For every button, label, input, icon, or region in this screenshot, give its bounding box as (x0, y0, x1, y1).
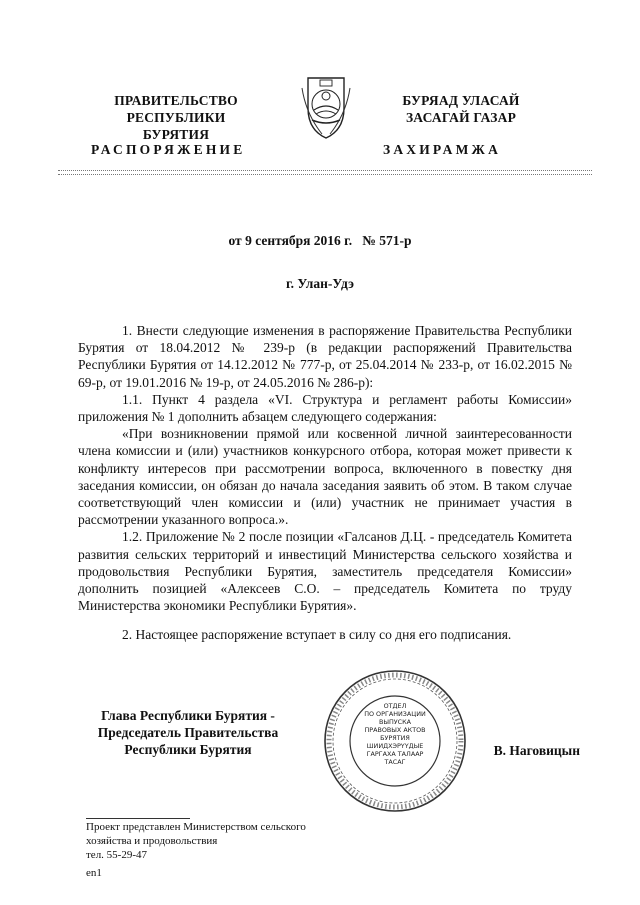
footer-note (86, 820, 386, 862)
seal-line2: ПО ОРГАНИЗАЦИИ (364, 710, 426, 718)
official-seal (322, 668, 468, 814)
seal-line7: ГАРГАХА ТАЛААР (366, 750, 424, 758)
seal-line8: ТАСАГ (384, 758, 406, 766)
seal-line6: ШИИДХЭРҮҮДЫЕ (366, 742, 424, 750)
clause-1-2: 1.2. Приложение № 2 после позиции «Галсанов Д.Ц. - председатель Комитета развития сельских территорий и инвестиций Министерства сельского хозяйства и продовольствия Республики Бурятия, заместитель председателя Комиссии» дополнить позицией «Алексеев С.О. – председатель Комитета по труду Министерства экономики Республики Бурятия». (78, 529, 572, 614)
doc-type-bua: ЗАХИРАМЖА (383, 142, 502, 157)
signatory-name: В. Наговицын (493, 743, 580, 758)
seal-line5: БУРЯТИЯ (380, 734, 410, 742)
signatory-title-line2: Председатель Правительства (97, 725, 279, 740)
issuer-bua (372, 92, 550, 126)
seal-line3: ВЫПУСКА (378, 718, 412, 726)
header-divider-2 (58, 174, 592, 175)
clause-2: 2. Настоящее распоряжение вступает в силу со дня его подписания. (122, 627, 512, 643)
clause-1-1: 1.1. Пункт 4 раздела «VI. Структура и регламент работы Комиссии» приложения № 1 дополнить абзацем следующего содержания: (78, 391, 572, 425)
clause-1: 1. Внести следующие изменения в распоряжение Правительства Республики Бурятия от 18.04.2012 № 239-р (в редакции распоряжений Правительства Республики Бурятия от 14.12.2012 № 777-р, от 25.04.2014 № 233-р, от 16.02.2015 № 69-р, от 19.01.2016 № 19-р, от 24.05.2016 № 286-р): (78, 323, 572, 390)
signatory-title-line1: Глава Республики Бурятия - (101, 708, 275, 723)
footer-line3: тел. 55-29-47 (86, 849, 148, 861)
issuer-ru (92, 92, 260, 143)
issuer-bua-line2: ЗАСАГАЙ ГАЗАР (405, 110, 517, 125)
issuer-ru-line1: ПРАВИТЕЛЬСТВО (114, 93, 238, 108)
footer-code: en1 (86, 867, 102, 879)
document-body (78, 322, 572, 644)
seal-line1: ОТДЕЛ (383, 702, 407, 710)
city: г. Улан-Удэ (286, 276, 354, 291)
footer-rule (86, 818, 190, 819)
date-number: от 9 сентября 2016 г. № 571-р (228, 233, 412, 248)
issuer-bua-line1: БУРЯАД УЛАСАЙ (402, 93, 520, 108)
footer-line1: Проект представлен Министерством сельского (86, 821, 306, 833)
footer-line2: хозяйства и продовольствия (86, 835, 218, 847)
coat-of-arms-emblem (298, 74, 354, 142)
signatory-title-line3: Республики Бурятия (124, 742, 252, 757)
doc-type-ru: РАСПОРЯЖЕНИЕ (91, 142, 246, 157)
clause-1-1-quote: «При возникновении прямой или косвенной личной заинтересованности члена комиссии и (или) участников конкурсного отбора, которая может привести к конфликту интересов при рассмотрении вопроса, включенного в повестку дня заседания комиссии, он обязан до начала заседания заявить об этом. В таком случае соответствующий член комиссии и (или) участник не принимает участия в рассмотрении указанного вопроса.». (78, 426, 572, 528)
header-divider (58, 170, 592, 171)
issuer-ru-line2: РЕСПУБЛИКИ БУРЯТИЯ (126, 110, 226, 142)
signatory-title (78, 707, 298, 758)
seal-inner-text (352, 702, 438, 766)
seal-line4: ПРАВОВЫХ АКТОВ (364, 726, 426, 734)
